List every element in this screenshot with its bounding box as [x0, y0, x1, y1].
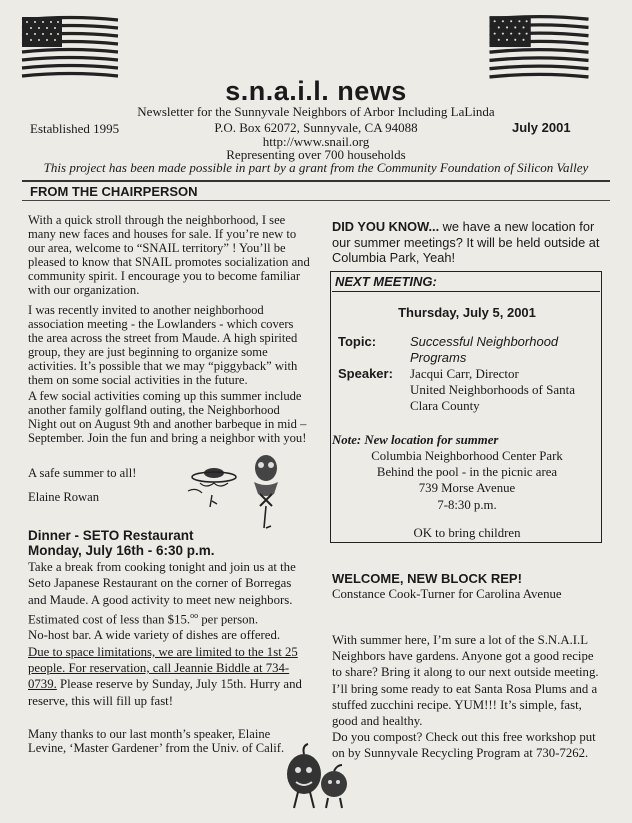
dinner-details: Take a break from cooking tonight and join us at the Seto Japanese Restaurant on the corner of Borregas and Maude. A good activity to meet new neighbors. Estimated cost of less than $15.$^{oo}$ per person. No-host bar. A wide variety of dishes are offered. Due to space limitations, we are limited to the 1st 25 people. For reservation, call Jeannie Biddle at 734-0739. Please reserve by Sunday, July 15th. Hurry and reserve, this will fill up fast!: [28, 560, 302, 708]
reservation-notice: Due to space limitations, we are limited to the 1st 25 people. For reservation, call Jeannie Biddle at 734-0739.: [28, 644, 298, 692]
chair-paragraph-1: With a quick stroll through the neighborhood, I see many new faces and houses for sale. If you’re new to our area, welcome to “SNAIL territory” ! You’ll be pleased to know that SNAIL promotes socialization and community spirit. I encourage you to become familiar with our organization.: [28, 213, 310, 297]
children-note: OK to bring children: [413, 526, 521, 540]
ufo-clipart-icon: [182, 461, 242, 509]
alien-figure-icon: [246, 452, 286, 532]
chair-paragraph-3: A few social activities coming up this summer include another family golfland outing, the Neighborhood Night out on August 9th and another barbeque in mid –September. Join the fun and bring a neighbor with you!: [28, 389, 307, 445]
garden-paragraph: With summer here, I’m sure a lot of the S.N.A.I.L Neighbors have gardens. Anyone got a good recipe to share? Bring it along to our next outside meeting. I’ll bring some ready to eat Santa Rosa Plums and a stuffed zucchini recipe. YUM!!! It’s simple, fast, good and healthy. Do you compost? Check out this free workshop put on by Sunnyvale Recycling Program at 730-7262.: [332, 633, 599, 761]
next-meeting-rule: [332, 291, 600, 292]
block-rep-text: Constance Cook-Turner for Carolina Avenue: [332, 587, 562, 601]
chair-closing: A safe summer to all!: [28, 466, 137, 480]
dinner-date: Monday, July 16th - 6:30 p.m.: [28, 543, 215, 558]
thanks-note: Many thanks to our last month’s speaker, Elaine Levine, ‘Master Gardener’ from the Univ. of Calif.: [28, 727, 285, 755]
established-text: Established 1995: [30, 121, 120, 136]
speaker-info: Jacqui Carr, Director United Neighborhoods of Santa Clara County: [410, 366, 576, 413]
us-flag-left: [20, 14, 120, 78]
topic-label: Topic:: [338, 334, 377, 349]
households-text: Representing over 700 households: [226, 147, 406, 162]
us-flag-right: [487, 13, 591, 79]
mailing-address: P.O. Box 62072, Sunnyvale, CA 94088: [214, 120, 418, 135]
newsletter-subtitle: Newsletter for the Sunnyvale Neighbors of Arbor Including LaLinda: [137, 104, 495, 119]
website-url: http://www.snail.org: [262, 134, 370, 149]
meeting-date: Thursday, July 5, 2001: [398, 305, 536, 320]
chair-paragraph-2: I was recently invited to another neighborhood association meeting - the Lowlanders - which covers the area across the street from Maude. A high spirited group, they are just beginning to organize some activities. It’s possible that we may “piggyback” with them on some social activities in the future.: [28, 303, 298, 387]
did-you-know: DID YOU KNOW... we have a new location for our summer meetings? It will be held outside at Columbia Park, Yeah!: [332, 219, 600, 265]
issue-date: July 2001: [512, 120, 571, 135]
chair-signature: Elaine Rowan: [28, 490, 99, 504]
chair-heading: FROM THE CHAIRPERSON: [30, 184, 198, 199]
section-rule: [22, 200, 610, 201]
grant-notice: This project has been made possible in part by a grant from the Community Foundation of Silicon Valley: [43, 160, 589, 175]
block-rep-heading: WELCOME, NEW BLOCK REP!: [332, 571, 522, 586]
newsletter-title: s.n.a.i.l. news: [225, 76, 407, 106]
dinner-heading: Dinner - SETO Restaurant: [28, 528, 194, 543]
masthead-rule: [22, 180, 610, 182]
next-meeting-heading: NEXT MEETING:: [335, 274, 437, 289]
meeting-location: Columbia Neighborhood Center Park Behind the pool - in the picnic area 739 Morse Avenue 7-8:30 p.m.: [371, 449, 563, 512]
speaker-label: Speaker:: [338, 366, 393, 381]
location-note: Note: New location for summer: [332, 433, 499, 447]
meeting-topic: Successful Neighborhood Programs: [410, 334, 559, 365]
